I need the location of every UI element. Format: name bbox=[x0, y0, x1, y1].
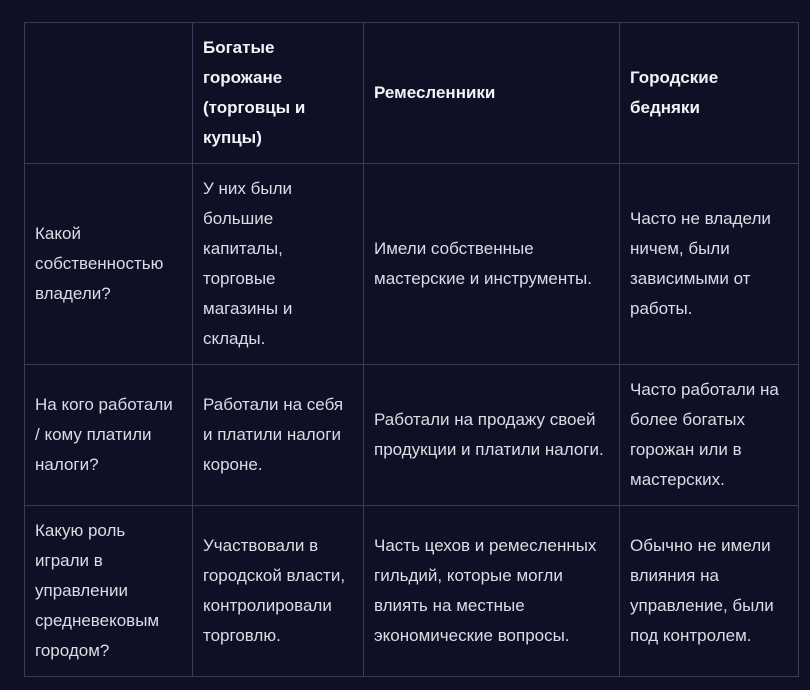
table-cell: Обычно не имели влияния на управление, были под контролем. bbox=[620, 506, 799, 677]
table-cell: Участвовали в городской власти, контролировали торговлю. bbox=[193, 506, 364, 677]
table-cell: Часто не владели ничем, были зависимыми от работы. bbox=[620, 164, 799, 365]
table-header-row bbox=[25, 23, 799, 164]
table-cell: У них были большие капиталы, торговые магазины и склады. bbox=[193, 164, 364, 365]
comparison-table-container bbox=[24, 22, 798, 677]
header-cell-empty bbox=[25, 23, 193, 164]
table-cell: Работали на себя и платили налоги короне. bbox=[193, 365, 364, 506]
row-label-cell: Какую роль играли в управлении средневековым городом? bbox=[25, 506, 193, 677]
table-row bbox=[25, 506, 799, 677]
header-cell-urban-poor: Городские бедняки bbox=[620, 23, 799, 164]
row-label-cell: Какой собственностью владели? bbox=[25, 164, 193, 365]
table-row bbox=[25, 164, 799, 365]
header-cell-artisans: Ремесленники bbox=[364, 23, 620, 164]
table-cell: Часть цехов и ремесленных гильдий, которые могли влиять на местные экономические вопросы. bbox=[364, 506, 620, 677]
row-label-cell: На кого работали / кому платили налоги? bbox=[25, 365, 193, 506]
table-row bbox=[25, 365, 799, 506]
table-cell: Работали на продажу своей продукции и платили налоги. bbox=[364, 365, 620, 506]
comparison-table bbox=[24, 22, 799, 677]
table-cell: Часто работали на более богатых горожан или в мастерских. bbox=[620, 365, 799, 506]
table-cell: Имели собственные мастерские и инструменты. bbox=[364, 164, 620, 365]
header-cell-rich-citizens: Богатые горожане (торговцы и купцы) bbox=[193, 23, 364, 164]
